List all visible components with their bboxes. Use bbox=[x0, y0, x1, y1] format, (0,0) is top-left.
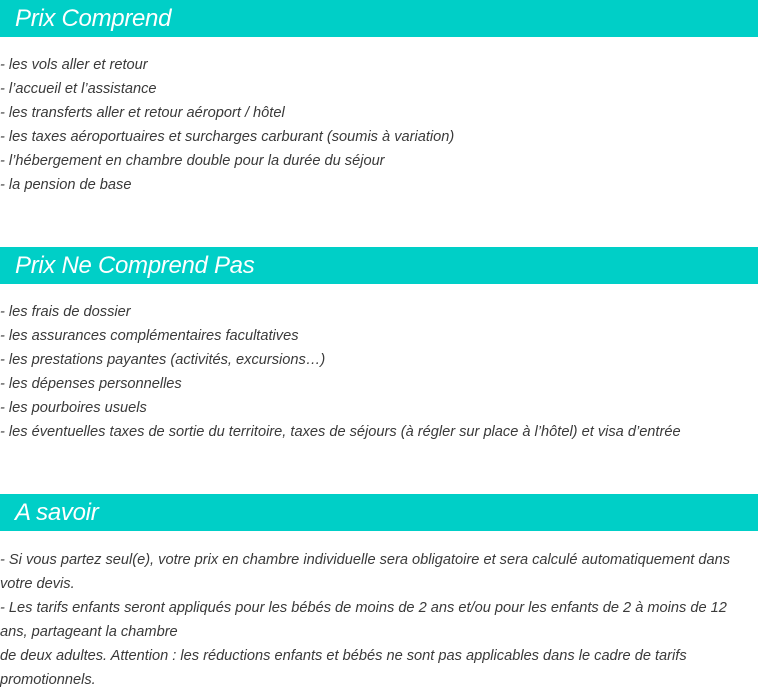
section-header bbox=[0, 247, 758, 284]
list-item: - les vols aller et retour bbox=[0, 57, 148, 73]
included-list bbox=[0, 53, 758, 197]
list-item: - les dépenses personnelles bbox=[0, 376, 182, 392]
list-item: - l’hébergement en chambre double pour la durée du séjour bbox=[0, 153, 385, 169]
info-paragraph: - Si vous partez seul(e), votre prix en chambre individuelle sera obligatoire et sera calculé automatiquement dans votre devis. bbox=[0, 552, 731, 592]
section-title: A savoir bbox=[15, 499, 99, 526]
list-item: - la pension de base bbox=[0, 177, 132, 193]
list-item: - les prestations payantes (activités, excursions…) bbox=[0, 352, 326, 368]
section-prix-comprend bbox=[0, 0, 758, 197]
list-item: - les transferts aller et retour aéroport / hôtel bbox=[0, 105, 285, 121]
section-prix-ne-comprend-pas bbox=[0, 247, 758, 444]
list-item: - les pourboires usuels bbox=[0, 400, 147, 416]
section-a-savoir bbox=[0, 494, 758, 692]
section-header bbox=[0, 0, 758, 37]
list-item: - les assurances complémentaires facultatives bbox=[0, 328, 299, 344]
section-title: Prix Ne Comprend Pas bbox=[15, 252, 255, 279]
info-paragraph: - Les tarifs enfants seront appliqués pour les bébés de moins de 2 ans et/ou pour les enfants de 2 à moins de 12 ans, partageant la chambre bbox=[0, 600, 727, 640]
info-paragraphs bbox=[0, 548, 758, 692]
list-item: - les éventuelles taxes de sortie du territoire, taxes de séjours (à régler sur place à l’hôtel) et visa d’entrée bbox=[0, 424, 681, 440]
list-item: - les frais de dossier bbox=[0, 304, 131, 320]
list-item: - les taxes aéroportuaires et surcharges carburant (soumis à variation) bbox=[0, 129, 455, 145]
section-header bbox=[0, 494, 758, 531]
excluded-list bbox=[0, 300, 758, 444]
list-item: - l’accueil et l’assistance bbox=[0, 81, 157, 97]
section-title: Prix Comprend bbox=[15, 5, 172, 32]
info-paragraph: de deux adultes. Attention : les réductions enfants et bébés ne sont pas applicables dans le cadre de tarifs promotionnels. bbox=[0, 648, 687, 688]
